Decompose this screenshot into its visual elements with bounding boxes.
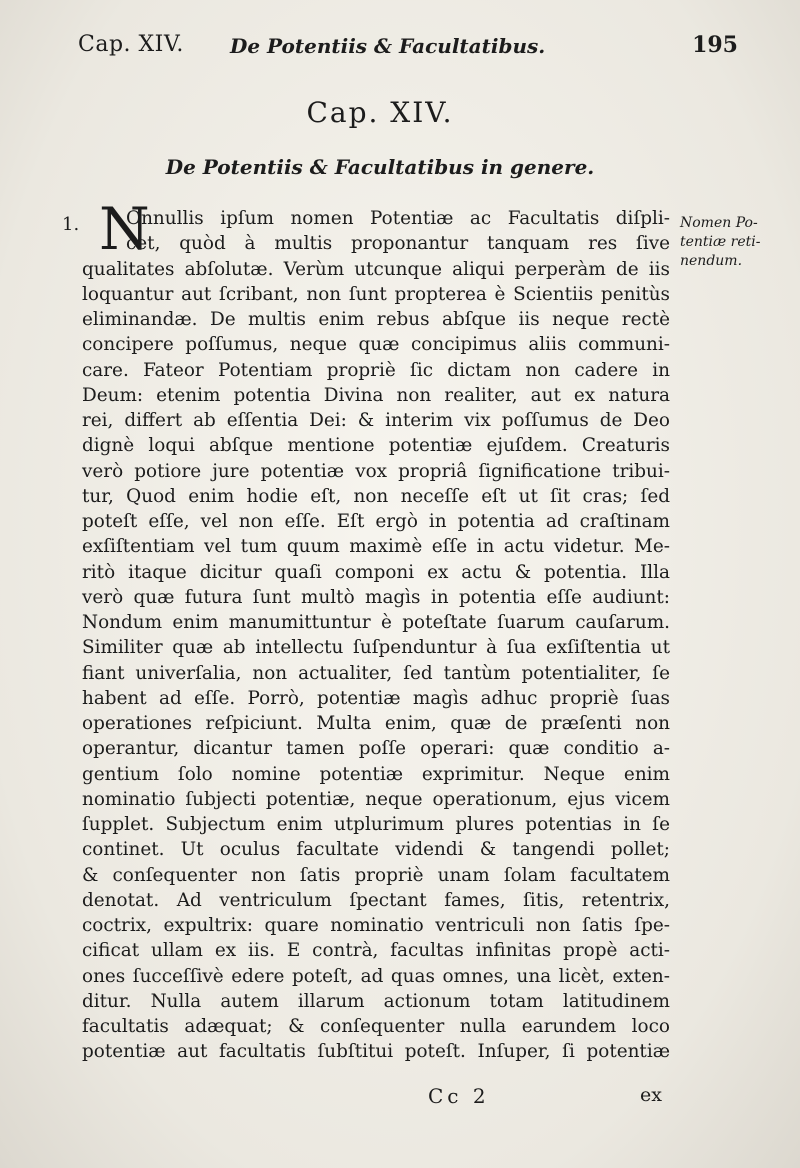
text-line: Nondum enim manumittuntur è poteſtate ſuarum cauſarum.: [82, 612, 670, 633]
text-line: nominatio ſubjecti potentiæ, neque operationum, ejus vicem: [82, 788, 670, 810]
text-line: loquantur aut ſcribant, non ſunt propterea è Scientiis penitùs: [82, 283, 670, 305]
text-line: ritò itaque dicitur quaſi componi ex actu & potentia. Illa: [82, 561, 670, 583]
running-head-title: De Potentiis & Facultatibus.: [230, 34, 546, 58]
text-line: Deum: etenim potentia Divina non realiter, aut ex natura: [82, 384, 670, 406]
margin-note-line: tentiæ reti-: [680, 234, 761, 250]
text-line: facultatis adæquat; & conſequenter nulla earundem loco: [82, 1016, 670, 1037]
text-line: denotat. Ad ventriculum ſpectant fames, ſitis, retentrix,: [82, 889, 670, 911]
text-line: ditur. Nulla autem illarum actionum totam latitudinem: [82, 990, 670, 1012]
text-line: verò potiore jure potentiæ vox propriâ ſignificatione tribui-: [82, 460, 670, 482]
text-line: coctrix, expultrix: quare nominatio ventriculi non ſatis ſpe-: [82, 915, 670, 936]
text-line: gentium ſolo nomine potentiæ exprimitur. Neque enim: [82, 763, 670, 785]
text-line: Similiter quæ ab intellectu ſuſpenduntur à ſua exſiſtentia ut: [82, 637, 670, 659]
chapter-title: Cap. XIV.: [306, 96, 454, 129]
text-line: potentiæ aut facultatis ſubſtitui poteſt. Inſuper, ſi potentiæ: [82, 1041, 670, 1063]
catchword: ex: [640, 1084, 662, 1106]
text-line: concipere poſſumus, neque quæ concipimus aliis communi-: [82, 334, 670, 356]
text-line: fiant univerſalia, non actualiter, ſed tantùm potentialiter, ſe: [82, 662, 670, 684]
text-line: operationes reſpiciunt. Multa enim, quæ de præſenti non: [82, 713, 670, 734]
text-line: eliminandæ. De multis enim rebus abſque iis neque rectè: [82, 309, 670, 330]
text-line: ſupplet. Subjectum enim utplurimum plures potentias in ſe: [82, 814, 670, 835]
running-head-chapter: Cap. XIV.: [78, 32, 184, 57]
text-line: ones ſucceſſivè edere poteſt, ad quas omnes, una licèt, exten-: [82, 965, 670, 987]
text-line: cificat ullam ex iis. E contrà, facultas infinitas propè acti-: [82, 940, 670, 962]
page-number: 195: [692, 32, 738, 58]
chapter-subtitle: De Potentiis & Facultatibus in genere.: [165, 155, 595, 179]
text-line: habent ad eſſe. Porrò, potentiæ magìs adhuc propriè ſuas: [82, 687, 670, 709]
section-number: 1.: [62, 214, 80, 235]
text-line: cet, quòd à multis proponantur tanquam res ſive: [126, 233, 670, 255]
body-text: [82, 206, 670, 1065]
margin-note-line: Nomen Po-: [680, 215, 758, 231]
margin-note-line: nendum.: [680, 253, 743, 269]
text-line: rei, differt ab eſſentia Dei: & interim vix poſſumus de Deo: [82, 410, 670, 431]
text-line: verò quæ futura ſunt multò magìs in potentia eſſe audiunt:: [82, 586, 670, 608]
margin-note: [680, 214, 790, 271]
running-head: [78, 32, 738, 62]
text-line: Onnullis ipſum nomen Potentiæ ac Facultatis diſpli-: [126, 208, 670, 229]
text-line: continet. Ut oculus facultate videndi & tangendi pollet;: [82, 839, 670, 861]
text-line: poteſt eſſe, vel non eſſe. Eſt ergò in potentia ad craſtinam: [82, 511, 670, 532]
text-line: exſiſtentiam vel tum quum maximè eſſe in actu videtur. Me-: [82, 536, 670, 558]
text-line: care. Fateor Potentiam propriè ſic dictam non cadere in: [82, 359, 670, 381]
text-line: qualitates abſolutæ. Verùm utcunque aliqui perperàm de iis: [82, 258, 670, 280]
text-line: tur, Quod enim hodie eſt, non neceſſe eſt ut ſit cras; ſed: [82, 485, 670, 507]
text-line: dignè loqui abſque mentione potentiæ ejuſdem. Creaturis: [82, 435, 670, 457]
text-line: operantur, dicantur tamen poſſe operari: quæ conditio a-: [82, 738, 670, 760]
dropcap-letter: N: [99, 195, 150, 263]
text-line: & conſequenter non ſatis propriè unam ſolam facultatem: [82, 864, 670, 886]
printer-signature: Cc 2: [428, 1084, 490, 1108]
